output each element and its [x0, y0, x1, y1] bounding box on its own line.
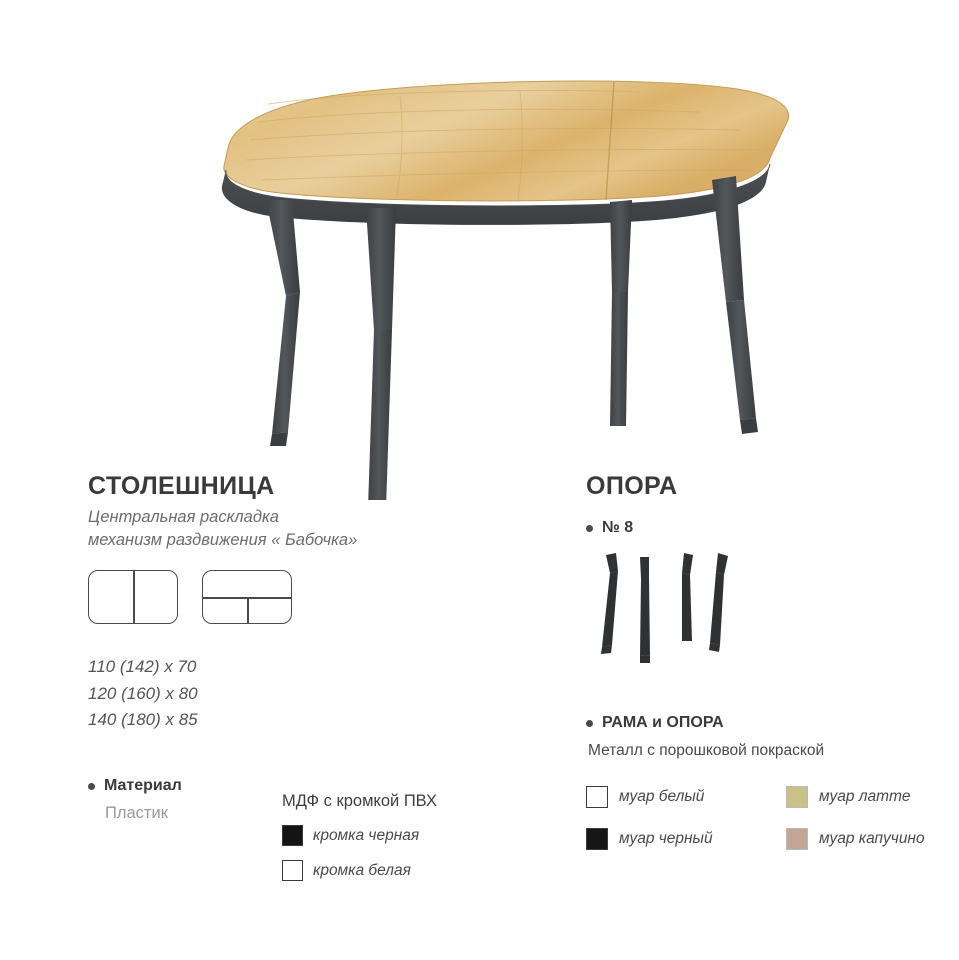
finish-option-latte[interactable] [786, 786, 956, 808]
tabletop-subtitle-line2: механизм раздвижения « Бабочка» [88, 531, 358, 550]
finish-options [586, 786, 946, 850]
support-number-row [586, 519, 946, 537]
size-item: 120 (160) x 80 [88, 683, 198, 703]
size-list [88, 654, 558, 733]
finish-label-latte: муар латте [819, 788, 911, 805]
tabletop-subtitle-line1: Центральная раскладка [88, 508, 279, 526]
bullet-dot-icon [88, 783, 95, 790]
support-number: № 8 [602, 519, 634, 536]
tabletop-subtitle [88, 506, 558, 552]
frame-label: РАМА и ОПОРА [602, 714, 724, 731]
frame-heading [586, 714, 946, 732]
diagram-center-split-line [133, 571, 135, 623]
swatch-moire-white-icon [586, 786, 608, 808]
bullet-dot-icon [586, 720, 593, 727]
mechanism-diagrams [88, 570, 558, 624]
mdf-block [282, 792, 552, 881]
size-item: 140 (180) x 85 [88, 709, 198, 729]
edge-label-white: кромка белая [313, 861, 411, 879]
finish-label-cappuccino: муар капучино [819, 830, 925, 847]
finish-label-white: муар белый [619, 788, 705, 805]
finish-option-white[interactable] [586, 786, 786, 808]
finish-label-black: муар черный [619, 830, 713, 847]
product-image [0, 30, 959, 500]
material-value: Пластик [105, 804, 168, 823]
swatch-moire-cappuccino-icon [786, 828, 808, 850]
tabletop-section [88, 472, 558, 879]
edge-label-black: кромка черная [313, 826, 420, 844]
finish-option-black[interactable] [586, 828, 786, 850]
frame-note: Металл с порошковой покраской [588, 742, 825, 759]
frame-block [586, 714, 946, 850]
bullet-dot-icon [586, 525, 593, 532]
swatch-black-icon [282, 825, 303, 846]
support-title: ОПОРА [586, 472, 678, 500]
support-section [586, 472, 946, 850]
swatch-white-icon [282, 860, 303, 881]
material-label: Материал [104, 777, 182, 795]
diagram-butterfly-vline [247, 597, 249, 623]
diagram-butterfly [202, 570, 292, 624]
edge-option-white[interactable] [282, 860, 552, 881]
swatch-moire-latte-icon [786, 786, 808, 808]
finish-option-cappuccino[interactable] [786, 828, 956, 850]
mdf-title: МДФ с кромкой ПВХ [282, 792, 437, 810]
spec-area [0, 472, 959, 960]
legs-illustration [592, 551, 946, 676]
swatch-moire-black-icon [586, 828, 608, 850]
size-item: 110 (142) x 70 [88, 657, 197, 677]
edge-option-black[interactable] [282, 825, 552, 846]
tabletop-title: СТОЛЕШНИЦА [88, 472, 275, 500]
diagram-center-split [88, 570, 178, 624]
